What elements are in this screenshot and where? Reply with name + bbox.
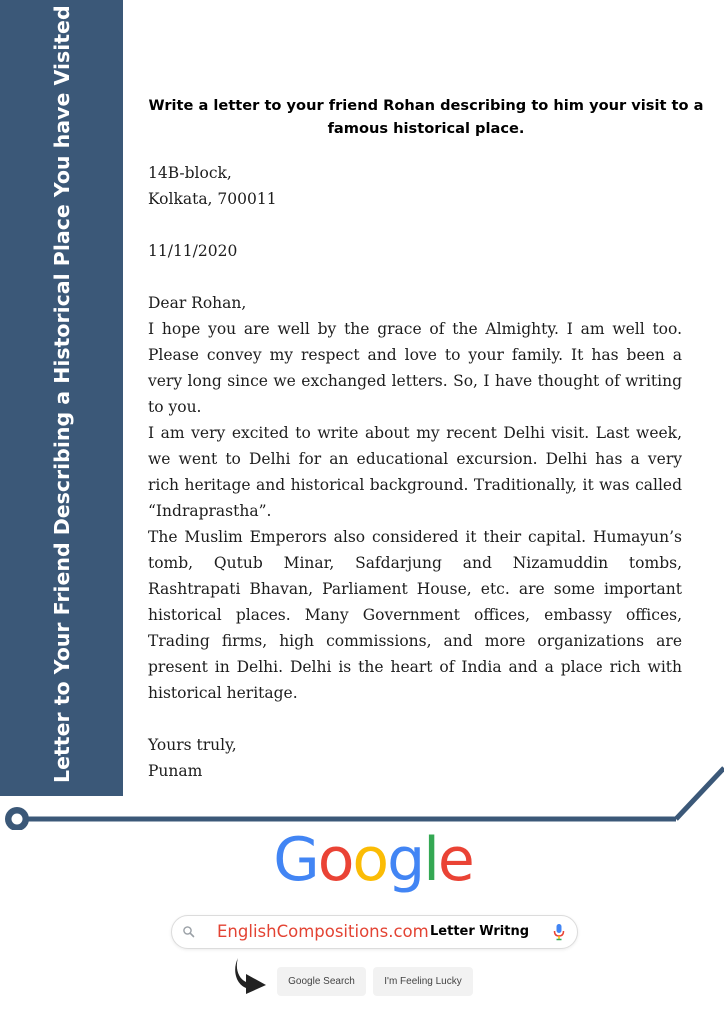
sidebar-title: Letter to Your Friend Describing a Historical Place You have Visited [50, 5, 74, 783]
logo-letter: e [437, 825, 473, 895]
search-bar[interactable] [171, 915, 578, 949]
feeling-lucky-button[interactable]: I'm Feeling Lucky [373, 967, 473, 996]
search-site-text: EnglishCompositions.com [217, 922, 429, 941]
sidebar-banner [0, 0, 123, 796]
google-search-button[interactable]: Google Search [277, 967, 366, 996]
logo-letter: o [352, 825, 388, 895]
logo-letter: o [317, 825, 353, 895]
google-logo [0, 822, 724, 898]
curved-arrow-icon [232, 954, 272, 996]
address-line-1: 14B-block, [148, 164, 232, 182]
paragraph-2: I am very excited to write about my recent Delhi visit. Last week, we went to Delhi for an educational excursion. Delhi has a very rich heritage and historical background. Traditionally, it was called “Indraprastha”. [148, 424, 682, 520]
paragraph-3: The Muslim Emperors also considered it their capital. Humayun’s tomb, Qutub Minar, Safdarjung and Nizamuddin tombs, Rashtrapati Bhavan, Parliament House, etc. are some important historical places. Many Government offices, embassy offices, Trading firms, high commissions, and more organizations are present in Delhi. Delhi is the heart of India and a place rich with historical heritage. [148, 528, 682, 702]
letter-question: Write a letter to your friend Rohan describing to him your visit to a famous historical place. [148, 97, 704, 137]
search-query-text[interactable]: Letter Writng [430, 924, 530, 939]
letter-body [148, 160, 682, 784]
paragraph-1: I hope you are well by the grace of the Almighty. I am well too. Please convey my respect and love to your family. It has been a very long since we exchanged letters. So, I have thought of writing to you. [148, 320, 682, 416]
microphone-icon[interactable] [553, 923, 565, 941]
salutation: Dear Rohan, [148, 294, 247, 312]
address-line-2: Kolkata, 700011 [148, 190, 277, 208]
signature: Punam [148, 762, 203, 780]
letter-date: 11/11/2020 [148, 242, 238, 260]
logo-letter: g [387, 825, 424, 895]
closing: Yours truly, [148, 736, 237, 754]
logo-letter: G [273, 825, 318, 895]
logo-letter: l [423, 825, 438, 895]
search-icon [182, 925, 196, 939]
